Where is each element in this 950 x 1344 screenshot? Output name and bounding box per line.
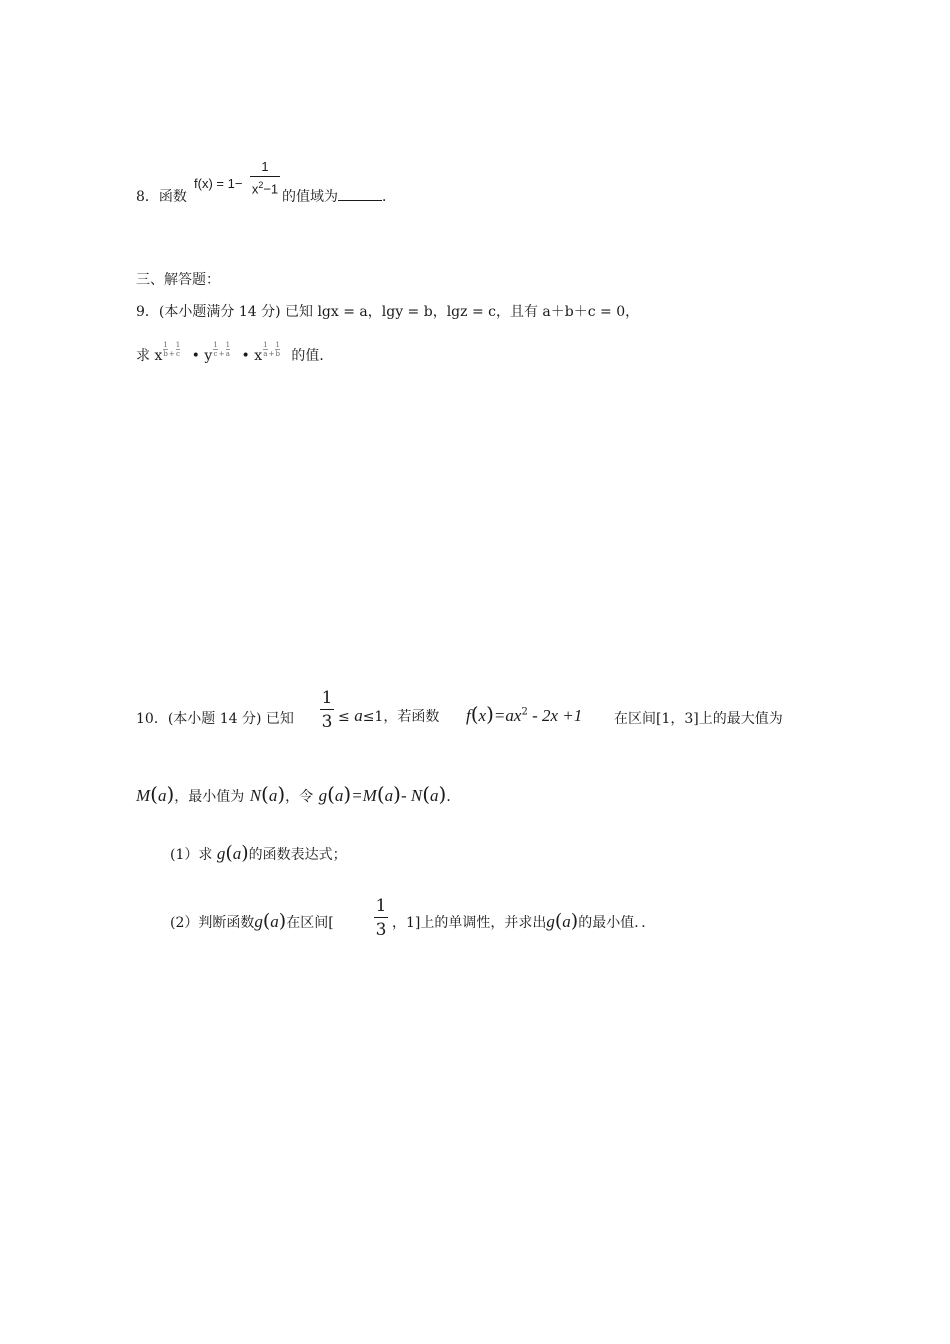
q10-line1 (136, 690, 836, 746)
q9-exp1-b: $\frac{1}{c}$ (175, 341, 181, 358)
q8-number: 8．函数 (136, 189, 187, 205)
q10-part1-g: g (216, 844, 226, 863)
q9-dot1: • y (191, 348, 213, 364)
q9-exp2-a: $\frac{1}{c}$ (213, 341, 218, 358)
q10-part2-g-arg: a (270, 912, 279, 931)
q10-part2-tail: ，1]上的单调性，并求出g(a)的最小值．． (392, 910, 656, 932)
q8-suffix-text: 的值域为 (282, 189, 338, 205)
q8-fraction (250, 160, 280, 195)
q10-minus-N-arg: a (430, 786, 439, 805)
q10-part2-g: g (254, 912, 263, 931)
q10-part1-prefix: (1）求 (170, 847, 213, 863)
q10-cond (338, 706, 439, 726)
q10-part2 (170, 896, 730, 952)
q10-part2-lead: (2）判断函数g(a)在区间[ (170, 910, 334, 932)
q9-exp3-b: $\frac{1}{b}$ (275, 341, 280, 358)
q8-den-exp: 2 (258, 180, 264, 190)
q10-minus-N: - N (400, 786, 423, 805)
q10-cond-end: ≤1，若函数 (362, 709, 440, 725)
q10-eq-M: =M (351, 786, 377, 805)
q8-den-base: x (251, 181, 259, 197)
q8-frac-den (250, 181, 280, 195)
q9-exp3-a: $\frac{1}{a}$ (263, 341, 268, 358)
q8-den-tail: −1 (263, 181, 279, 197)
q10-M-arg: a (157, 786, 167, 805)
q10-part1-g-arg: a (232, 844, 242, 863)
q10-f-arg: x (478, 706, 487, 725)
section-title: 三、解答题： (136, 272, 220, 288)
q10-part2-g2: g (546, 912, 555, 931)
q10-part2-g2-arg: a (562, 912, 571, 931)
q8-end: ． (382, 189, 396, 205)
q10-part2-mid2: ，1]上的单调性，并求出 (392, 915, 547, 931)
q8-frac-num: 1 (261, 159, 269, 174)
q10-min-text: ，最小值为 (174, 789, 245, 805)
q10-N-arg: a (268, 786, 278, 805)
q9-prefix: 求 x (136, 348, 163, 364)
q10-part2-mid1: 在区间[ (286, 915, 334, 931)
q10-f-pow: 2 (521, 706, 528, 718)
q10-intro: 10．(本小题 14 分) 已知 (136, 711, 294, 727)
q8-f-lhs: f(x) = 1− (194, 176, 243, 191)
q9-dot2: • x (241, 348, 263, 364)
q9-line2: 求 x $\frac{1}{b}$ + $\frac{1}{c}$ • y $\frac{1}{c}$ + $\frac{1}{a}$ • x $\frac{1}{a}$ + $\frac{1}{b}$ 的值． (136, 341, 334, 364)
q10-f-eq: =ax (493, 706, 522, 725)
q10-part1-suffix: 的函数表达式； (248, 847, 347, 863)
q10-let-text: ，令 (285, 789, 314, 805)
q10-part2-num: 1 (375, 896, 387, 916)
q8-answer-blank (338, 190, 382, 201)
q9-suffix: 的值． (291, 348, 334, 364)
q9-exp2-b: $\frac{1}{a}$ (225, 341, 231, 358)
q10-M: M (136, 786, 151, 805)
q10-N: N (249, 786, 262, 805)
q10-interval: 在区间[1，3]上的最大值为 (614, 711, 783, 727)
q10-function: $f(x)=ax^2 - 2x +1$ (466, 702, 583, 726)
q10-part2-suffix: 的最小值．． (578, 915, 656, 931)
q10-f-rest: - 2x +1 (527, 706, 583, 725)
q10-f-name: f (466, 706, 471, 725)
q10-cond-a: a (354, 706, 363, 725)
q9-line1: 9．(本小题满分 14 分) 已知 lgx = a，lgy = b，lgz = c，且有 a＋b＋c = 0， (136, 304, 640, 320)
q10-line2-end: ． (446, 789, 461, 805)
q10-part1: (1）求 g(a)的函数表达式； (170, 842, 347, 864)
q10-cond-num: 1 (321, 688, 333, 708)
q10-cond-le: ≤ (338, 709, 350, 725)
q8-suffix (282, 186, 396, 206)
q10-part2-den: 3 (375, 920, 387, 940)
q9-exp1-a: $\frac{1}{b}$ (163, 341, 168, 358)
q10-cond-fraction (320, 690, 334, 731)
q10-part2-fraction (374, 898, 388, 939)
q10-eq-M-arg: a (384, 786, 394, 805)
q10-part2-prefix: (2）判断函数 (170, 915, 255, 931)
q10-cond-den: 3 (321, 712, 333, 732)
q10-g: g (318, 786, 328, 805)
q10-line2: M(a)，最小值为 N(a)，令 g(a)=M(a)- N(a)． (136, 782, 461, 806)
q10-g-arg: a (334, 786, 344, 805)
